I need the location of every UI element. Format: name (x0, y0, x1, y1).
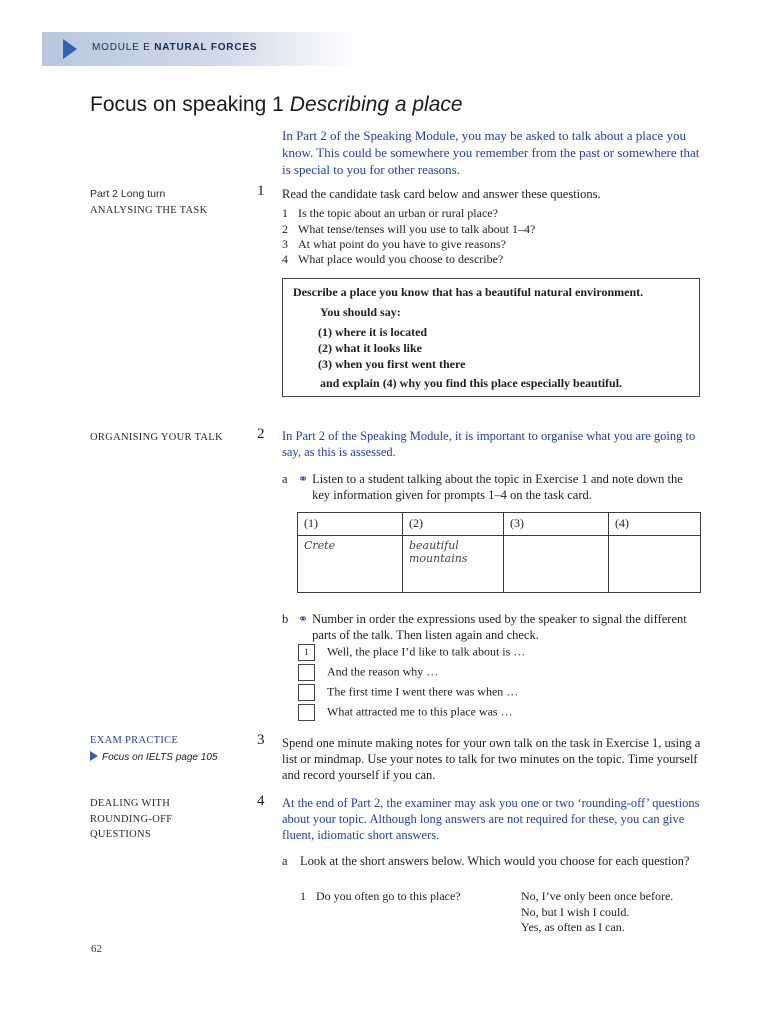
banner-module: MODULE E (92, 42, 151, 53)
title-sub: Describing a place (289, 93, 463, 116)
table-header: (3) (504, 513, 609, 536)
card-line-1: Describe a place you know that has a beautiful natural environment. (293, 285, 644, 299)
banner-arrow-icon (63, 39, 77, 59)
exercise-2a (282, 471, 702, 503)
card-item: (3) when you first went there (318, 357, 466, 371)
exercise-4a (282, 853, 692, 869)
side-label-part2: Part 2 Long turn (90, 188, 166, 200)
page-title (90, 93, 463, 117)
side-label-dealing: DEALING WITH (90, 798, 171, 809)
exercise-2a-text: Listen to a student talking about the topic in Exercise 1 and note down the key information given for prompts 1–4 on the task card. (312, 472, 683, 502)
table-cell[interactable] (609, 536, 701, 593)
order-box[interactable]: 1 (298, 644, 315, 661)
intro-text: In Part 2 of the Speaking Module, you may be asked to talk about a place you know. This could be somewhere you remember from the past or somewhere that is special to you for other reasons. (282, 128, 700, 177)
table-header: (4) (609, 513, 701, 536)
order-box[interactable] (298, 684, 315, 701)
answer-option: No, but I wish I could. (521, 905, 630, 919)
exercise-number-2: 2 (257, 426, 265, 442)
card-line-2: You should say: (320, 305, 401, 319)
headphones-icon: ⚭ (298, 472, 309, 486)
exercise-3-text: Spend one minute making notes for your own talk on the task in Exercise 1, using a list or mindmap. Use your notes to talk for two minutes on the topic. Time yourself and record yourself if you can. (282, 736, 701, 782)
focus-link[interactable]: Focus on IELTS page 105 (90, 751, 217, 763)
card-item: (1) where it is located (318, 325, 428, 339)
side-label-organising: ORGANISING YOUR TALK (90, 432, 223, 443)
table-cell[interactable]: Crete (298, 536, 403, 593)
exercise-1-instruction: Read the candidate task card below and answer these questions. (282, 187, 601, 201)
exercise-number-4: 4 (257, 793, 265, 809)
rounding-question: 1 Do you often go to this place? (300, 889, 461, 903)
banner-text (92, 42, 257, 53)
arrow-icon (90, 751, 98, 761)
banner-title: NATURAL FORCES (154, 42, 258, 53)
card-item: (2) what it looks like (318, 341, 423, 355)
card-line-last: and explain (4) why you find this place especially beautiful. (320, 376, 623, 390)
question-item: 4 What place would you choose to describe? (282, 252, 504, 266)
question-item: 2 What tense/tenses will you use to talk about 1–4? (282, 222, 536, 236)
exercise-number-3: 3 (257, 732, 265, 748)
exercise-4a-text: Look at the short answers below. Which would you choose for each question? (300, 854, 690, 868)
answer-option: No, I’ve only been once before. (521, 889, 674, 903)
page-number: 62 (91, 943, 102, 955)
expression-item: What attracted me to this place was … (298, 704, 513, 721)
exercise-4a-label: a (282, 854, 288, 868)
exercise-2b (282, 611, 702, 643)
side-label-rounding: ROUNDING-OFF (90, 814, 173, 825)
exam-practice-label: EXAM PRACTICE (90, 735, 179, 746)
exercise-2b-text: Number in order the expressions used by the speaker to signal the different parts of the talk. Then listen again and check. (312, 612, 687, 642)
question-item: 3 At what point do you have to give reasons? (282, 237, 506, 251)
expression-item: 1 Well, the place I’d like to talk about is … (298, 644, 525, 661)
question-item: 1 Is the topic about an urban or rural place? (282, 206, 498, 220)
table-header: (1) (298, 513, 403, 536)
side-label-questions: QUESTIONS (90, 829, 152, 840)
table-cell[interactable] (504, 536, 609, 593)
order-box[interactable] (298, 664, 315, 681)
side-label-analysing: ANALYSING THE TASK (90, 205, 208, 216)
exercise-number-1: 1 (257, 183, 265, 199)
table-header: (2) (403, 513, 504, 536)
headphones-icon: ⚭ (298, 612, 309, 626)
order-box[interactable] (298, 704, 315, 721)
expression-item: The first time I went there was when … (298, 684, 518, 701)
exercise-2a-label: a (282, 472, 288, 486)
exercise-2-intro: In Part 2 of the Speaking Module, it is important to organise what you are going to say, as this is assessed. (282, 429, 696, 459)
exercise-4-intro: At the end of Part 2, the examiner may ask you one or two ‘rounding-off’ questions about your topic. Although long answers are not required for these, you can give fluent, idiomatic short answers. (282, 796, 700, 842)
notes-table (297, 512, 701, 593)
exercise-2b-label: b (282, 612, 289, 626)
task-card (282, 278, 700, 397)
title-main: Focus on speaking 1 (90, 93, 284, 116)
expression-item: And the reason why … (298, 664, 438, 681)
table-cell[interactable]: beautiful mountains (403, 536, 504, 593)
answer-option: Yes, as often as I can. (521, 920, 625, 934)
